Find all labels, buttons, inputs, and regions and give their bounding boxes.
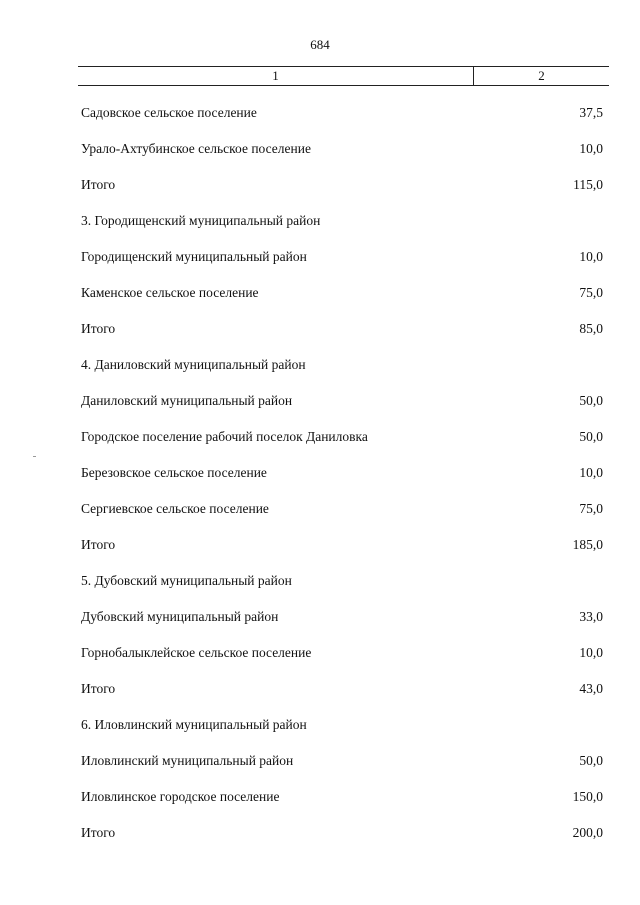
row-label: Горнобалыклейское сельское поселение [81,645,312,660]
row-value: 75,0 [579,501,603,516]
table-row [81,608,603,644]
table-row [81,644,603,680]
section-heading [81,716,603,752]
section-heading [81,212,603,248]
row-label: Итого [81,825,116,840]
row-label: Итого [81,537,116,552]
total-row [81,320,603,356]
table-row [81,500,603,536]
row-value: 10,0 [579,645,603,660]
row-label: Иловлинское городское поселение [81,789,280,804]
table-row [81,392,603,428]
row-value: 150,0 [572,789,603,804]
row-value: 200,0 [572,825,603,840]
column-header-1: 1 [78,67,474,85]
scan-artifact [33,456,36,457]
row-value: 50,0 [579,753,603,768]
row-value: 43,0 [579,681,603,696]
table-row [81,104,603,140]
row-value: 50,0 [579,429,603,444]
row-label: Иловлинский муниципальный район [81,753,294,768]
row-label: Городское поселение рабочий поселок Даниловка [81,429,368,444]
row-label: Сергиевское сельское поселение [81,501,269,516]
row-label: Даниловский муниципальный район [81,393,293,408]
row-label: Урало-Ахтубинское сельское поселение [81,141,311,156]
total-row [81,176,603,212]
table-header [78,66,609,86]
table-row [81,788,603,824]
total-row [81,824,603,860]
row-value: 185,0 [572,537,603,552]
section-heading [81,356,603,392]
row-value: 50,0 [579,393,603,408]
column-header-2: 2 [538,68,545,83]
row-label: Городищенский муниципальный район [81,249,307,264]
total-row [81,680,603,716]
table-row [81,248,603,284]
row-value: 85,0 [579,321,603,336]
row-value: 37,5 [579,105,603,120]
row-label: 4. Даниловский муниципальный район [81,357,306,372]
table-row [81,428,603,464]
row-value: 115,0 [573,177,603,192]
row-label: Итого [81,681,116,696]
row-label: Итого [81,321,116,336]
row-value: 10,0 [579,249,603,264]
row-value: 10,0 [579,141,603,156]
row-label: 5. Дубовский муниципальный район [81,573,292,588]
row-label: Березовское сельское поселение [81,465,267,480]
table-row [81,752,603,788]
row-value: 33,0 [579,609,603,624]
row-label: 6. Иловлинский муниципальный район [81,717,307,732]
table-row [81,140,603,176]
section-heading [81,572,603,608]
row-label: 3. Городищенский муниципальный район [81,213,321,228]
table-body [81,104,603,860]
row-label: Дубовский муниципальный район [81,609,279,624]
row-label: Итого [81,177,116,192]
row-label: Садовское сельское поселение [81,105,257,120]
row-value: 10,0 [579,465,603,480]
table-row [81,284,603,320]
total-row [81,536,603,572]
table-row [81,464,603,500]
row-value: 75,0 [579,285,603,300]
row-label: Каменское сельское поселение [81,285,259,300]
page-number: 684 [310,37,330,52]
